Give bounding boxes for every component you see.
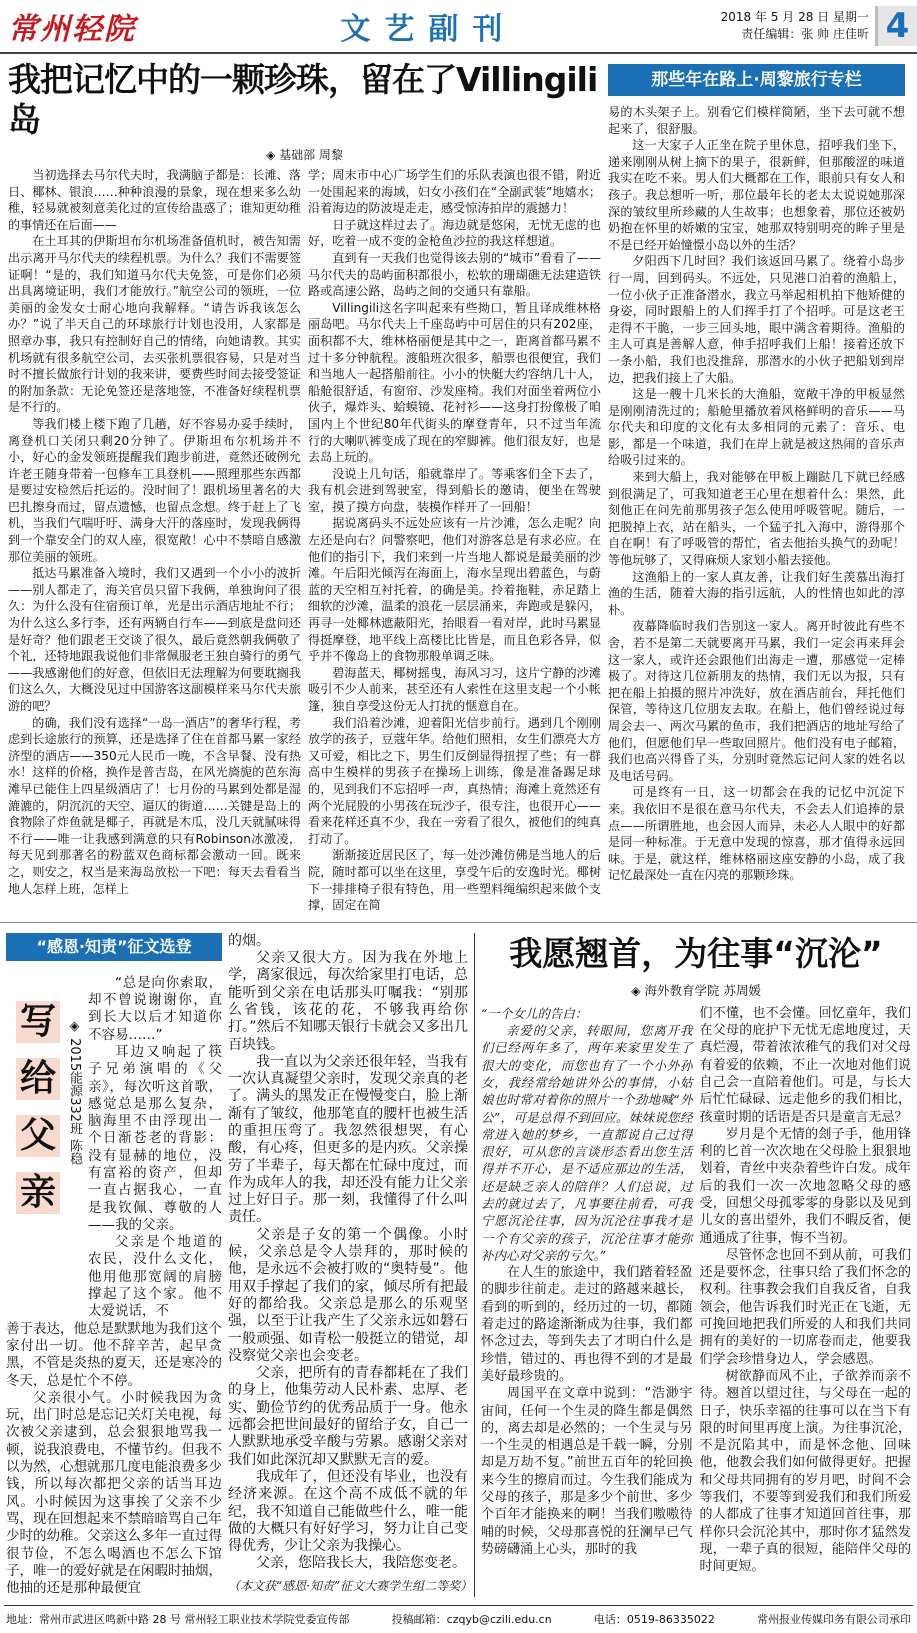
paragraph: 在人生的旅途中，我们踏着轻盈的脚步往前走。走过的路越来越长，看到的听到的，经历过的一切，都随着走过的路途渐渐成为往事，我们都怀念过去，等到失去了才明白什么是珍惜，错过的、再也得不到的才是最美好最珍贵的。 [481, 1265, 693, 1384]
travel-article [0, 54, 917, 923]
paragraph: 夜幕降临时我们告别这一家人。离开时彼此有些不舍，若不是第二天就要离开马累，我们一定会再来拜会这一家人，或许还会跟他们出海走一遭，那感觉一定棒极了。对待这几位新朋友的热情，我们无以为报，只有把在船上拍摄的照片冲洗好，放在酒店前台，拜托他们保管，等待这几位朋友去取。在船上，他们曾经说过每周会去一、两次马累的鱼市，我们把酒店的地址写给了他们，但愿他们早一些取回照片。他们没有电子邮箱，我们也高兴得昏了头，分别时竟然忘记问人家的姓名以及电话号码。 [608, 619, 905, 783]
award-note: （本文获“感恩·知责”征文大赛学生组二等奖） [228, 1578, 473, 1593]
article-column-2 [700, 1005, 912, 1576]
title-char: 父 [16, 1115, 60, 1157]
paragraph: 学；周末市中心广场学生们的乐队表演也很不错，附近一处围起来的海域，妇女小孩们在“全副武装”地嬉水；沿着海边的防波堤走走，感受惊涛拍岸的震撼力！ [308, 168, 601, 216]
paragraph: 来到大船上，我对能够在甲板上蹦跶几下就已经感到很满足了，可我知道老王心里在想着什么：果然，此刻他正在问先前那男孩子怎么使用呼吸管呢。随后，一把脱掉上衣，站在船头，一个猛子扎入海中，游得那个自在啊！有了呼吸管的帮忙，省去他抬头换气的劲呢！等他玩够了，又得麻烦人家划小船去接他。 [608, 470, 905, 568]
essay-contest-box [6, 933, 222, 1598]
paragraph: 易的木头架子上。别看它们模样简陋，坐下去可就不想起来了，很舒服。 [608, 105, 905, 136]
paragraph: 这是一艘十几米长的大渔船，宽敞干净的甲板显然是刚刚清洗过的；船舱里播放着风格鲜明的音乐——马尔代夫和印度的文化有太多相同的元素了：音乐、电影，都是一个味道，我们在岸上就是被这热闹的音乐声给吸引过来的。 [608, 387, 905, 468]
paragraph: “总是向你索取，却不曾说谢谢你，直到长大以后才知道你不容易……” [88, 974, 222, 1043]
essay-column-2 [228, 933, 468, 1573]
paragraph: 善于表达，他总是默默地为我们这个家付出一切。他不辞辛苦，起早贪黑，不管是炎热的夏天，还是寒冷的冬天，总是忙个不停。 [6, 1320, 222, 1389]
article-columns [481, 1005, 911, 1576]
bottom-section [0, 923, 917, 1606]
paragraph: 在土耳其的伊斯坦布尔机场准备值机时，被告知需出示离开马尔代夫的续程机票。为什么？我们不需要签证啊！“是的，我们知道马尔代夫免签，可是你们必须出具离境证明，我们才能放行。”航空公司的领班，一位美丽的金发女士耐心地向我解释。“请告诉我该怎么办？”说了半天自己的环球旅行计划也没用，人家都是照章办事，我只有控制好自己的情绪，向她请教。其实机场就有很多航空公司，去买张机票很容易，只是对当时不擅长做旅行计划的我来讲，要费些时间去接受签证的附加条款：无论免签还是落地签，不准备好续程机票是不行的。 [8, 234, 301, 415]
paragraph: 可是终有一日，这一切都会在我的记忆中沉淀下来。我依旧不是很在意马尔代夫，不会去人们追捧的景点——所谓胜地，也会因人而异，未必人人眼中的好都是同一种标准。于无意中发现的惊喜，那才值得永远回味。于是，就这样，维林格丽这座安静的小岛，成了我记忆最深处一直在闪亮的那颗珍珠。 [608, 785, 905, 883]
paragraph: 父亲是个地道的农民，没什么文化，他用他那宽阔的肩膀撑起了这个家。他不太爱说话，不 [88, 1234, 222, 1320]
essay-byline: ◈ 2015能源332班 陈稳 [67, 1018, 82, 1165]
essay-vertical-title [6, 975, 60, 1321]
page-number: 4 [875, 6, 917, 46]
essay-column-2-wrap [228, 932, 473, 1598]
issue-info [721, 9, 869, 43]
article-column-1 [8, 167, 301, 914]
paragraph: 的烟。 [228, 932, 270, 949]
paragraph: 这渔船上的一家人真友善，让我们好生羡慕出海打渔的生活，随着大海的指引远航，人的性情也如此的淳朴。 [608, 569, 905, 617]
letter-intro: “一个女儿的告白： [481, 1005, 588, 1021]
article-column-3-wrap [608, 60, 905, 914]
paragraph: 岁月是个无情的刽子手，他用锋利的匕首一次次地在父母脸上狠狠地划着，青丝中夹杂着些许白发。成年后的我们一次一次地忽略父母的感受，回想父母孤零零的身影以及见到儿女的喜出望外，我们不暇反省，便通通成了往事，悔不当初。 [699, 1126, 911, 1246]
paragraph: 当初选择去马尔代夫时，我满脑子都是：长滩、落日、椰林、银浪……种种浪漫的景象，现在想来多么幼稚，轻易就被刻意美化过的宣传给蛊惑了；谁知更幼稚的事情还在后面—— [8, 168, 301, 232]
article-column-3 [608, 104, 905, 884]
paragraph: 父亲又很大方。因为我在外地上学，离家很远，每次给家里打电话，总能听到父亲在电话那头叮嘱我：“别那么省钱，该花的花，不够我再给你打。”然后不知哪天银行卡就会又多出几百块钱。 [228, 950, 468, 1053]
paragraph: 树欲静而风不止，子欲养而亲不待。翘首以望过往，与父母在一起的日子，快乐幸福的往事可以在当下有限的时间里再度上演。为往事沉沦，不是沉陷其中，而是怀念他、回味他，他教会我们如何做得更好。把握和父母共同拥有的岁月吧，时间不会等我们，不要等到爱我们和我们所爱的人都成了往事才知道回首往事，那样你只会沉沦其中，那时你才猛然发现，一辈子真的很短，能陪伴父母的时间更短。 [699, 1368, 911, 1575]
title-char: 写 [16, 1001, 60, 1043]
title-char: 亲 [16, 1172, 60, 1214]
paragraph: 等我们楼上楼下跑了几趟，好不容易办妥手续时，离登机口关闭只剩20分钟了。伊斯坦布尔机场并不小，好心的金发领班提醒我们跑步前进，竟然还破例允许老王随身带着一包修车工具登机——照理那些东西都是要过安检然后托运的。没时间了！跟机场里著名的大巴扎擦身而过，留点遗憾，也留点念想。终于赶上了飞机，当我们气喘吁吁、满身大汗的落座时，发现我俩得到一个靠安全门的双人座，很宽敞！心中不禁暗自感激那位美丽的领班。 [8, 416, 301, 564]
paragraph: 夕阳西下几时回？我们该返回马累了。绕着小岛步行一周，回到码头。不远处，只见港口泊着的渔船上，一位小伙子正准备潜水，我立马举起相机拍下他矫健的身姿，同时跟船上的人们挥手打了个招呼。可是这老王走得不干脆，一步三回头地，眼中满含着期待。渔船的主人可真是善解人意，伸手招呼我们上船！接着还放下一条小船，我们也没推辞，那潜水的小伙子把船划到岸边，把我们接上了大船。 [608, 254, 905, 385]
essay-title-row [6, 975, 222, 1321]
paragraph: Villingili这名字叫起来有些拗口，暂且译成维林格丽岛吧。马尔代夫上千座岛屿中可居住的只有202座，面积都不大，维林格丽便是其中之一，距离首都马累不过十多分钟航程。渡船班次很多，船票也很便宜，我们和当地人一起搭船前往。小小的快艇大约容纳几十人，船舱很舒适，有窗帘、沙发座椅。我们对面坐着两位小伙子，爆炸头、蛤蟆镜、花衬衫——这身打扮像极了咱国内上个世纪80年代街头的摩登青年，只不过当年流行的大喇叭裤变成了现在的窄脚裤。他们很友好，也是去岛上玩的。 [308, 300, 601, 465]
footer-address: 地址：常州市武进区鸣新中路 28 号 常州轻工职业技术学院党委宣传部 [6, 1613, 350, 1627]
paragraph: 父亲很小气。小时候我因为贪玩，出门时总是忘记关灯关电视，每次被父亲逮到，总会狠狠地骂我一顿，说我浪费电，不懂节约。但我不以为然，心想就那几度电能浪费多少钱，所以每次都把父亲的话当耳边风。小时候因为这事挨了父亲不少骂，现在回想起来不禁暗暗骂自己年少时的幼稚。父亲这么多年一直过得很节俭，不怎么喝酒也不怎么下馆子，唯一的爱好就是在闲暇时抽烟，他抽的还是那种最便宜 [6, 1389, 222, 1597]
paragraph: 我成年了，但还没有毕业，也没有经济来源。在这个高不成低不就的年纪，我不知道自己能做些什么，唯一能做的大概只有好好学习，努力让自己变得优秀，少让父亲为我操心。 [228, 1468, 468, 1555]
essay-narrow-column [88, 975, 222, 1321]
paragraph: 父亲，把所有的青春都耗在了我们的身上，他集劳动人民朴素、忠厚、老实、勤俭节约的优秀品质于一身。他永远都会把世间最好的留给子女，自己一人默默地承受辛酸与劳累。感谢父亲对我们如此深沉却又默默无言的爱。 [228, 1365, 468, 1468]
section-title: 文艺副刊 [340, 12, 517, 47]
column-banner: 那些年在路上·周黎旅行专栏 [608, 64, 905, 96]
editor-credit: 责任编辑：张 帅 庄佳昕 [741, 27, 869, 41]
paragraph: 我们沿着沙滩，迎着阳光信步前行。遇到几个刚刚放学的孩子，豆蔻年华。给他们照相，女生们漂亮大方又可爱，相比之下，男生们反倒显得扭捏了些；有一群高中生模样的男孩子在操场上训练，像是准备踢足球的，见到我们不忘招呼一声，真热情；海滩上竟然还有两个光屁股的小男孩在玩沙子，很专注，也很开心——看来花样还真不少，我在一旁看了很久，被他们的纯真打动了。 [308, 715, 601, 846]
footer [4, 1605, 913, 1633]
article-byline: ◈ 海外教育学院 苏周媛 [630, 982, 762, 998]
paragraph: 周国平在文章中说到：“浩渺宇宙间，任何一个生灵的降生都是偶然的，离去却是必然的；一个生灵与另一个生灵的相遇总是千载一瞬，分别却是万劫不复。”前世五百年的轮回换来今生的擦肩而过。今生我们能成为父母的孩子，那是多少个前世、多少个百年才能换来的啊！当我们嗷嗷待哺的时候，父母那喜悦的狂澜早已气势磅礴涌上心头，那时的我 [481, 1386, 693, 1557]
article-title: 我愿翘首，为往事“沉沦” [509, 933, 883, 973]
paragraph: 我一直以为父亲还很年轻，当我有一次认真凝望父亲时，发现父亲真的老了。满头的黑发正在慢慢变白，脸上渐渐有了皱纹，他那笔直的腰杆也被生活的重担压弯了。我忽然很想哭，有心酸，有心疼，但更多的是内疚。父亲操劳了半辈子，每天都在忙碌中度过，而作为成年人的我，却还没有能力让父亲过上好日子。那一刻，我懂得了什么叫责任。 [228, 1053, 468, 1226]
paragraph: 耳边又响起了筷子兄弟演唱的《父亲》，每次听这首歌，感觉总是那么复杂，脑海里不由浮现出一个日渐苍老的背影：没有显赫的地位，没有富裕的资产，但却一直占据我心，一直是我钦佩、尊敬的人——我的父亲。 [88, 1043, 222, 1233]
paragraph: 们不懂，也不会懂。回忆童年，我们在父母的庇护下无忧无虑地度过，天真烂漫，带着浓浓稚气的我们对父母有着爱的依赖，不止一次地对他们说自己会一直陪着他们。可是，与长大后忙忙碌碌、远走他乡的我们相比，孩童时期的话语是否只是童言无忌？ [699, 1005, 911, 1125]
paragraph: 的确，我们没有选择“一岛一酒店”的奢华行程，考虑到长途旅行的预算，还是选择了住在首都马累一家经济型的酒店——350元人民币一晚，不含早餐、没有热水！这样的价格，换作是普吉岛，在风光旖旎的芭东海滩早已能住上四星级酒店了！七月份的马累到处都是湿漉漉的，阴沉沉的天空、逼仄的街道……关键是岛上的食物除了炸鱼就是椰子，再就是木瓜，没几天就腻味得不行——唯一让我感到满意的只有Robinson冰激凌，每天见到那著名的粉蓝双色商标都会激动一回。既来之，则安之，权当是来海岛放松一下吧：每天去看看当地人怎样上班，怎样上 [8, 715, 301, 896]
title-char: 给 [16, 1058, 60, 1100]
footer-phone: 电话：0519-86335022 [593, 1613, 715, 1627]
footer-email[interactable]: 投稿邮箱：czqyb@czili.edu.cn [391, 1613, 552, 1627]
essay-contest-banner: “感恩·知责”征文选登 [6, 933, 222, 961]
memory-article [481, 933, 911, 1598]
essay-wide-column [6, 1321, 222, 1598]
article-paragraphs [481, 1264, 693, 1558]
paragraph: 父亲，您陪我长大，我陪您变老。 [256, 1555, 466, 1572]
issue-box [721, 6, 917, 46]
paragraph: 尽管怀念也回不到从前，可我们还是要怀念，往事只给了我们怀念的权利。往事教会我们自我反省，自我领会，他告诉我们时光正在飞逝，无可挽回地把我们所爱的人和我们共同拥有的美好的一切席卷而走，他要我们学会珍惜身边人，学会感恩。 [699, 1247, 911, 1367]
paragraph: 渐渐接近居民区了，每一处沙滩仿佛是当地人的后院，随时都可以坐在这里，享受午后的安逸时光。椰树下一排排椅子很有特色，用一些塑料绳编织起来做个支撑，固定在简 [308, 848, 601, 913]
masthead [0, 0, 917, 54]
article-title: 我把记忆中的一颗珍珠，留在了Villingili岛 [8, 60, 598, 139]
paragraph: 抵达马累准备入境时，我们又遇到一个小小的波折——别人都走了，海关官员只留下我俩，单独询问了很久：为什么没有住宿预订单，光是出示酒店地址不行；为什么这么多行李，还有两辆自行车——到底是盘问还是好奇？他们跟老王交谈了很久，最后竟然朝我俩敬了个礼，还特地跟我说他们非常佩服老王独自骑行的勇气——我感谢他们的好意，但依旧无法理解为何要耽搁我们这么久，大概没见过中国游客这副模样来马尔代夫旅游的吧？ [8, 566, 301, 713]
newspaper-logo: 常州轻院 [8, 12, 136, 47]
paragraph: 碧海蓝天，椰树摇曳，海风习习，这片宁静的沙滩吸引不少人前来，甚至还有人索性在这里支起一个小帐篷，独自享受这份无人打扰的惬意自在。 [308, 665, 601, 713]
article-byline: ◈ 基础部 周黎 [266, 148, 343, 162]
paragraph: 父亲是子女的第一个偶像。小时候，父亲总是令人崇拜的，那时候的他，是永远不会被打败的“奥特曼”。他用双手撑起了我们的家，倾尽所有把最好的都给我。父亲总是那么的乐观坚强，以至于让我产生了父亲永远如磐石一般顽强、如青松一般挺立的错觉，却没察觉父亲也会变老。 [228, 1226, 468, 1364]
article-column-2 [308, 167, 601, 914]
article-column-1 [481, 1005, 693, 1576]
paragraph: 直到有一天我们也觉得该去别的“城市”看看了——马尔代夫的岛屿面积都很小，松软的珊瑚礁无法建造铁路或高速公路，岛屿之间的交通只有靠船。 [308, 250, 601, 299]
issue-date: 2018 年 5 月 28 日 星期一 [720, 10, 869, 24]
paragraph: 没说上几句话，船就靠岸了。等乘客们全下去了，我有机会进到驾驶室，得到船长的邀请，便坐在驾驶室，摸了摸方向盘，装模作样开了一回船！ [308, 466, 601, 514]
column-divider [474, 933, 475, 1598]
footer-printer: 常州报业传媒印务有限公司承印 [757, 1613, 911, 1627]
paragraph: 据说离码头不远处应该有一片沙滩，怎么走呢？向左还是向右？问警察吧，他们对游客总是有求必应。在他们的指引下，我们来到一片当地人都说是最美丽的沙滩。午后阳光倾泻在海面上，海水呈现出碧蓝色，与蔚蓝的天空相互衬托着，的确是美。拎着拖鞋，赤足踏上细软的沙滩，温柔的浪花一层层涌来，奔跑或是躲闪，再寻一处椰林遮蔽阳光，抬眼看一看对岸，此时马累显得挺摩登，地平线上高楼比比皆是，而且色彩各异，似乎并不像岛上的食物那般单调乏味。 [308, 516, 601, 664]
letter-body: 亲爱的父亲，转眼间，您离开我们已经两年多了，两年来家里发生了很大的变化，而您也有了一个小外孙女，我经常给她讲外公的事情，小姑娘也时常对着你的照片一个劲地喊“外公”，可是总得不到回应。妹妹说您经常进入她的梦乡，一直都说自己过得很好，可从您的言谈形态看出您生活得并不开心，是不适应那边的生活，还是缺乏亲人的陪伴？人们总说，过去的就过去了，凡事要往前看，可我宁愿沉沦往事，因为沉沦往事我才是一个有父亲的孩子，沉沦往事才能弥补内心对父亲的亏欠。” [481, 1023, 693, 1263]
paragraph: 日子就这样过去了。海边就是悠闲，无忧无虑的也好，吃着一成不变的金枪鱼沙拉的我这样想道。 [308, 217, 601, 249]
paragraph: 这一大家子人正坐在院子里休息，招呼我们坐下，递来刚刚从树上摘下的果子，很新鲜，但那酸涩的味道我实在吃不来。男人们大概都在工作，眼前只有女人和孩子。我总想听一听，那位最年长的老太太说说她那深深的皱纹里所珍藏的人生故事；也想象着，那位还被奶奶抱在怀里的娇嫩的宝宝，她那双特别明亮的眸子里是不是已经开始憧憬小岛以外的生活？ [608, 138, 905, 252]
